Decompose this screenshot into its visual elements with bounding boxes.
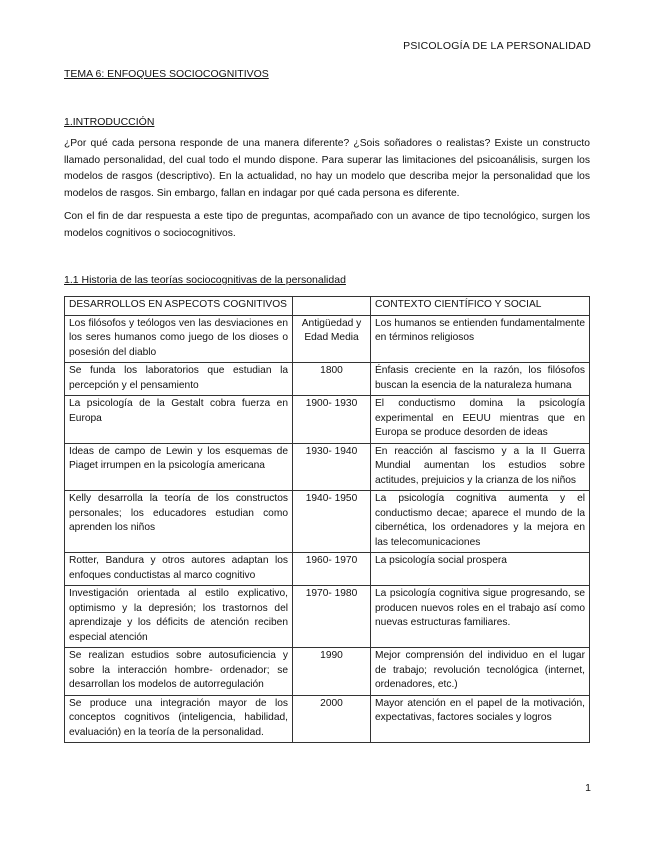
period-cell: 1940- 1950 [293,491,371,553]
intro-paragraph-2: Con el fin de dar respuesta a este tipo de preguntas, acompañado con un avance de tipo tecnológico, surgen los modelos cognitivos o sociocognitivos. [64,211,590,239]
table-row [65,553,590,586]
development-cell: Se realizan estudios sobre autosuficiencia y sobre la interacción hombre- ordenador; se desarrollan los modelos de autorregulación [65,648,293,696]
period-cell: 1800 [293,363,371,396]
header-developments: DESARROLLOS EN ASPECOTS COGNITIVOS [65,297,293,316]
table-row [65,648,590,696]
period-cell: 1970- 1980 [293,586,371,648]
development-cell: Los filósofos y teólogos ven las desviaciones en los seres humanos como juego de los dioses o posesión del diablo [65,315,293,363]
table-row [65,363,590,396]
development-cell: Ideas de campo de Lewin y los esquemas de Piaget irrumpen en la psicología americana [65,443,293,491]
subsection-title: 1.1 Historia de las teorías sociocognitivas de la personalidad [64,274,346,286]
table-row [65,315,590,363]
context-cell: Mayor atención en el papel de la motivación, expectativas, factores sociales y logros [371,695,590,743]
context-cell: En reacción al fascismo y a la II Guerra Mundial aumentan los estudios sobre actitudes, prejuicios y la crianza de los niños [371,443,590,491]
table-row [65,491,590,553]
development-cell: Rotter, Bandura y otros autores adaptan los enfoques conductistas al marco cognitivo [65,553,293,586]
period-cell: 1900- 1930 [293,396,371,444]
table-row [65,443,590,491]
table-row [65,586,590,648]
development-cell: Se produce una integración mayor de los conceptos cognitivos (inteligencia, habilidad, evaluación) en la teoría de la personalidad. [65,695,293,743]
development-cell: La psicología de la Gestalt cobra fuerza en Europa [65,396,293,444]
section-title: 1.INTRODUCCIÓN [64,116,155,128]
context-cell: El conductismo domina la psicología experimental en EEUU mientras que en Europa se produce desorden de ideas [371,396,590,444]
context-cell: La psicología social prospera [371,553,590,586]
header-period [293,297,371,316]
period-cell: 1960- 1970 [293,553,371,586]
period-cell: Antigüedad y Edad Media [293,315,371,363]
context-cell: Mejor comprensión del individuo en el lugar de trabajo; revolución tecnológica (internet, ordenadores, etc.) [371,648,590,696]
topic-title: TEMA 6: ENFOQUES SOCIOCOGNITIVOS [64,68,269,80]
page-number: 1 [585,782,591,794]
context-cell: La psicología cognitiva aumenta y el conductismo decae; aparece el mundo de la cibernética, los ordenadores y la mejora en las telecomunicaciones [371,491,590,553]
intro-paragraph-1: ¿Por qué cada persona responde de una manera diferente? ¿Sois soñadores o realistas? Existe un constructo llamado personalidad, del cual todo el mundo dispone. Para superar las limitaciones del psicoanálisis, surgen los modelos de rasgos (descriptivo). En la actualidad, no hay un modelo que describa mejor la personalidad que los modelos de rasgos. Sin embargo, fallan en indagar por qué cada persona es diferente. [64,138,590,199]
header-context: CONTEXTO CIENTÍFICO Y SOCIAL [371,297,590,316]
development-cell: Se funda los laboratorios que estudian la percepción y el pensamiento [65,363,293,396]
table-row [65,695,590,743]
development-cell: Investigación orientada al estilo explicativo, optimismo y la depresión; los trastornos del aprendizaje y los déficits de atención reciben especial atención [65,586,293,648]
period-cell: 1990 [293,648,371,696]
context-cell: Los humanos se entienden fundamentalmente en términos religiosos [371,315,590,363]
table-header-row [65,297,590,316]
running-header: PSICOLOGÍA DE LA PERSONALIDAD [403,40,591,52]
context-cell: La psicología cognitiva sigue progresando, se producen nuevos roles en el trabajo así como nuevas estructuras familiares. [371,586,590,648]
history-table [64,296,590,743]
period-cell: 1930- 1940 [293,443,371,491]
table-row [65,396,590,444]
context-cell: Énfasis creciente en la razón, los filósofos buscan la esencia de la naturaleza humana [371,363,590,396]
development-cell: Kelly desarrolla la teoría de los constructos personales; los educadores estudian como aprenden los niños [65,491,293,553]
period-cell: 2000 [293,695,371,743]
